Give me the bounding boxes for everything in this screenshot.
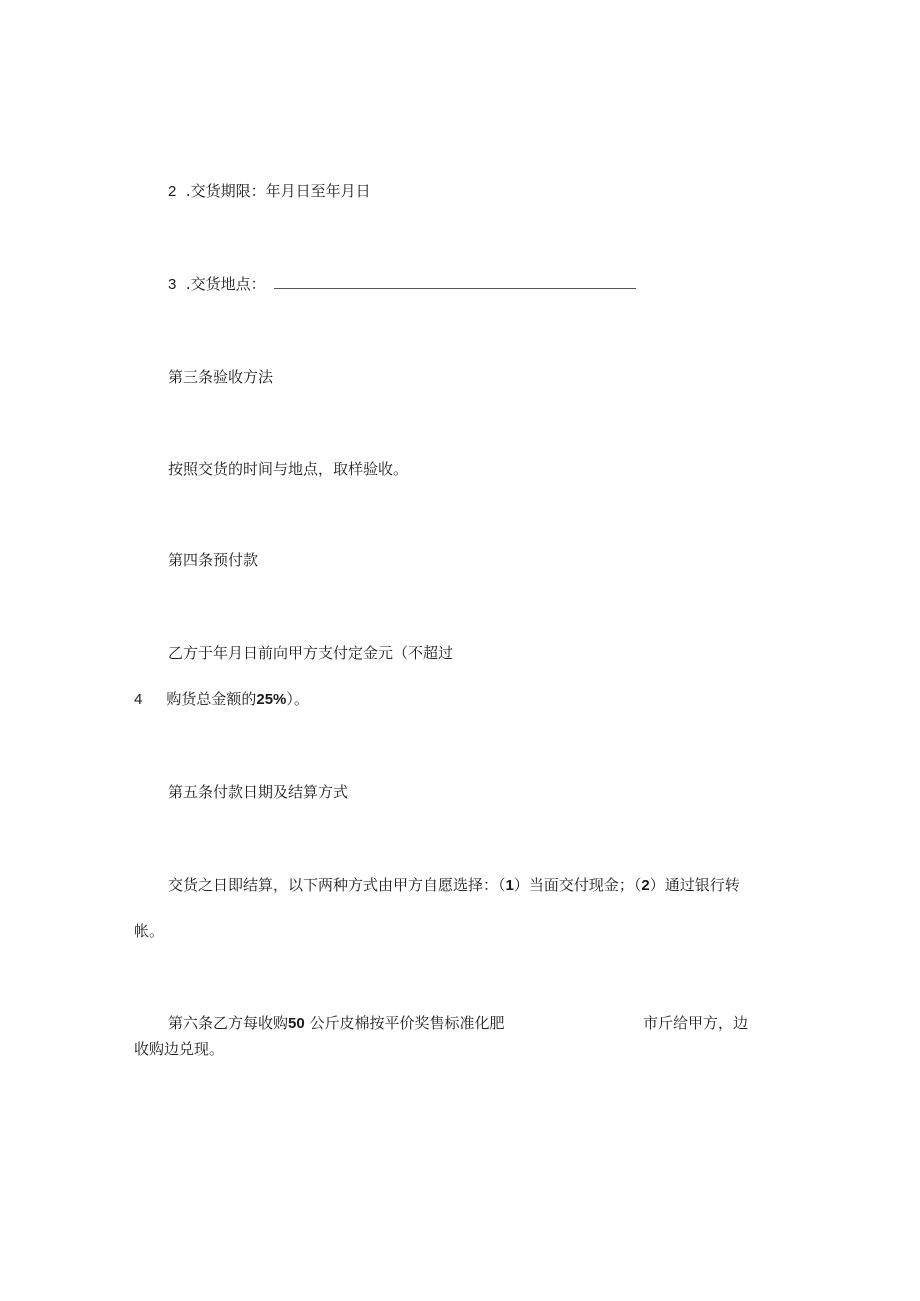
delivery-location-label: .交货地点： (185, 275, 266, 293)
clause4-body-line2 (134, 690, 309, 709)
delivery-location-line (168, 275, 636, 294)
clause3-body: 按照交货的时间与地点，取样验收。 (168, 460, 409, 478)
clause6-part2: 公斤皮棉按平价奖售标准化肥 (309, 1014, 505, 1032)
clause6-part1: 第六条乙方每收购 (168, 1014, 289, 1032)
line-number: 4 (134, 691, 143, 708)
clause5-part2: ）当面交付现金；（ (513, 876, 642, 894)
delivery-location-blank (274, 276, 636, 289)
clause6-line1-left (168, 1014, 505, 1033)
percent-value: 25% (256, 691, 287, 708)
clause4-suffix: ）。 (286, 690, 309, 708)
item-number: 3 (168, 276, 177, 293)
item-number: 2 (168, 183, 177, 200)
option1-number: 1 (505, 877, 514, 894)
delivery-period-line (168, 182, 371, 201)
clause5-body-line2: 帐。 (134, 922, 165, 940)
clause6-line1-right: 市斤给甲方，边 (643, 1014, 749, 1032)
clause4-prefix: 购货总金额的 (166, 690, 257, 708)
clause5-body-line1 (168, 876, 740, 895)
clause4-heading: 第四条预付款 (168, 551, 259, 569)
delivery-period-text: .交货期限：年月日至年月日 (185, 182, 371, 200)
clause5-part3: ）通过银行转 (649, 876, 740, 894)
clause5-part1: 交货之日即结算，以下两种方式由甲方自愿选择：（ (168, 876, 506, 894)
clause3-heading: 第三条验收方法 (168, 368, 274, 386)
clause6-line2: 收购边兑现。 (134, 1040, 225, 1058)
option2-number: 2 (641, 877, 650, 894)
clause4-body-line1: 乙方于年月日前向甲方支付定金元（不超过 (168, 644, 454, 662)
clause5-heading: 第五条付款日期及结算方式 (168, 783, 349, 801)
quantity-value: 50 (288, 1015, 305, 1032)
